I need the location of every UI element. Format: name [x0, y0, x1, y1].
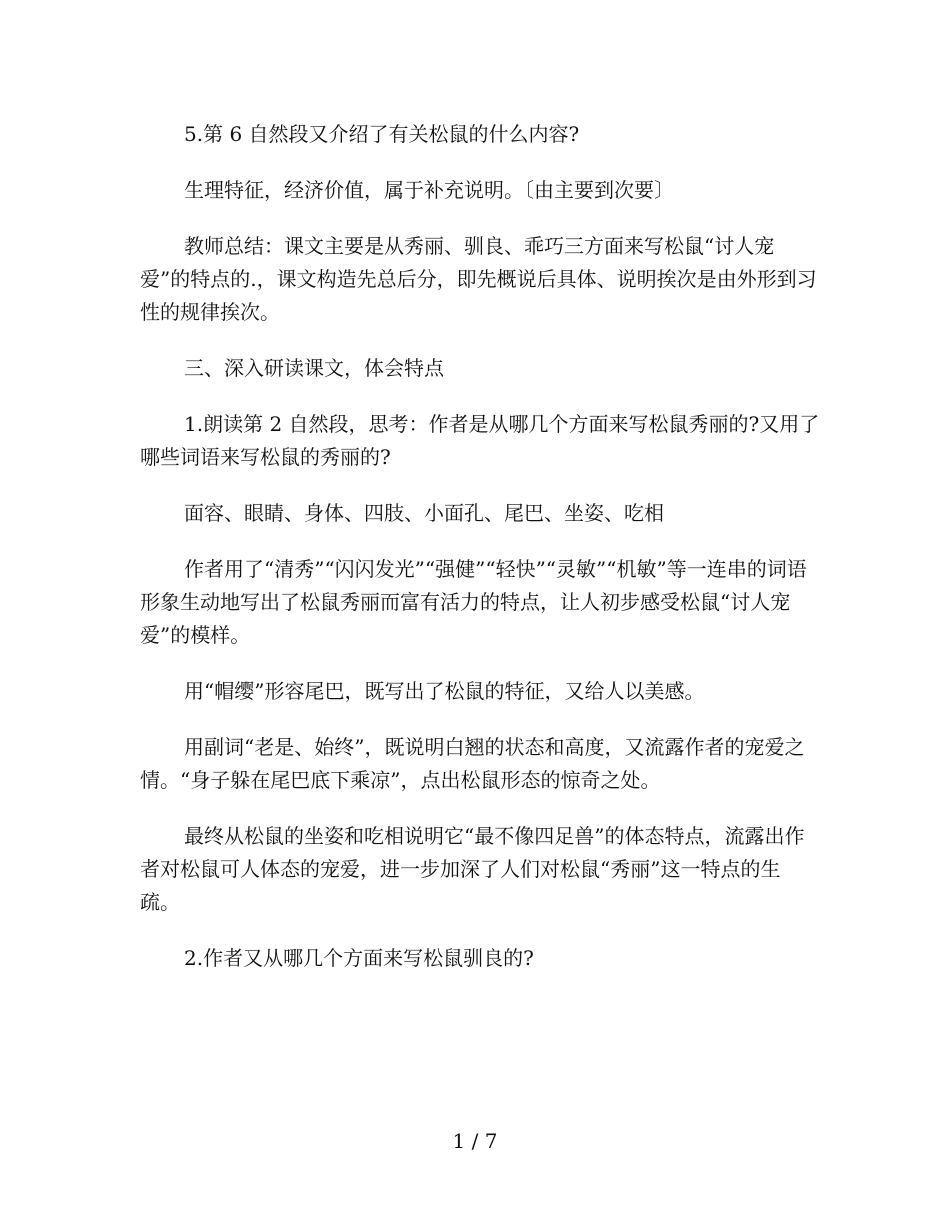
paragraph-posture-summary: 最终从松鼠的坐姿和吃相说明它“最不像四足兽”的体态特点，流露出作者对松鼠可人体态的宠爱，进一步加深了人们对松鼠“秀丽”这一特点的生疏。 [140, 824, 805, 914]
paragraph-teacher-summary: 教师总结：课文主要是从秀丽、驯良、乖巧三方面来写松鼠“讨人宠爱”的特点的.，课文构造先总后分，即先概说后具体、说明挨次是由外形到习性的规律挨次。 [140, 234, 817, 324]
paragraph-adverb-analysis: 用副词“老是、始终”，既说明白翘的状态和高度，又流露作者的宠爱之情。“身子躲在尾巴底下乘凉”，点出松鼠形态的惊奇之处。 [140, 735, 805, 792]
page-number: 1 / 7 [452, 1129, 498, 1153]
paragraph-word-analysis: 作者用了“清秀”“闪闪发光”“强健”“轻快”“灵敏”“机敏”等一连串的词语形象生动地写出了松鼠秀丽而富有活力的特点，让人初步感受松鼠“讨人宠爱”的模样。 [140, 557, 807, 647]
section-heading-3: 三、深入研读课文，体会特点 [184, 356, 444, 380]
document-body [140, 118, 820, 998]
paragraph-question-5: 5.第 6 自然段又介绍了有关松鼠的什么内容? [184, 122, 580, 146]
paragraph-answer-5: 生理特征，经济价值，属于补充说明。〔由主要到次要〕 [184, 178, 674, 202]
paragraph-tail-metaphor: 用“帽缨”形容尾巴，既写出了松鼠的特征，又给人以美感。 [184, 679, 705, 703]
paragraph-question-1: 1.朗读第 2 自然段，思考：作者是从哪几个方面来写松鼠秀丽的?又用了哪些词语来写松鼠的秀丽的? [140, 412, 820, 469]
paragraph-question-2: 2.作者又从哪几个方面来写松鼠驯良的? [184, 946, 534, 970]
paragraph-answer-1: 面容、眼睛、身体、四肢、小面孔、尾巴、坐姿、吃相 [184, 501, 664, 525]
